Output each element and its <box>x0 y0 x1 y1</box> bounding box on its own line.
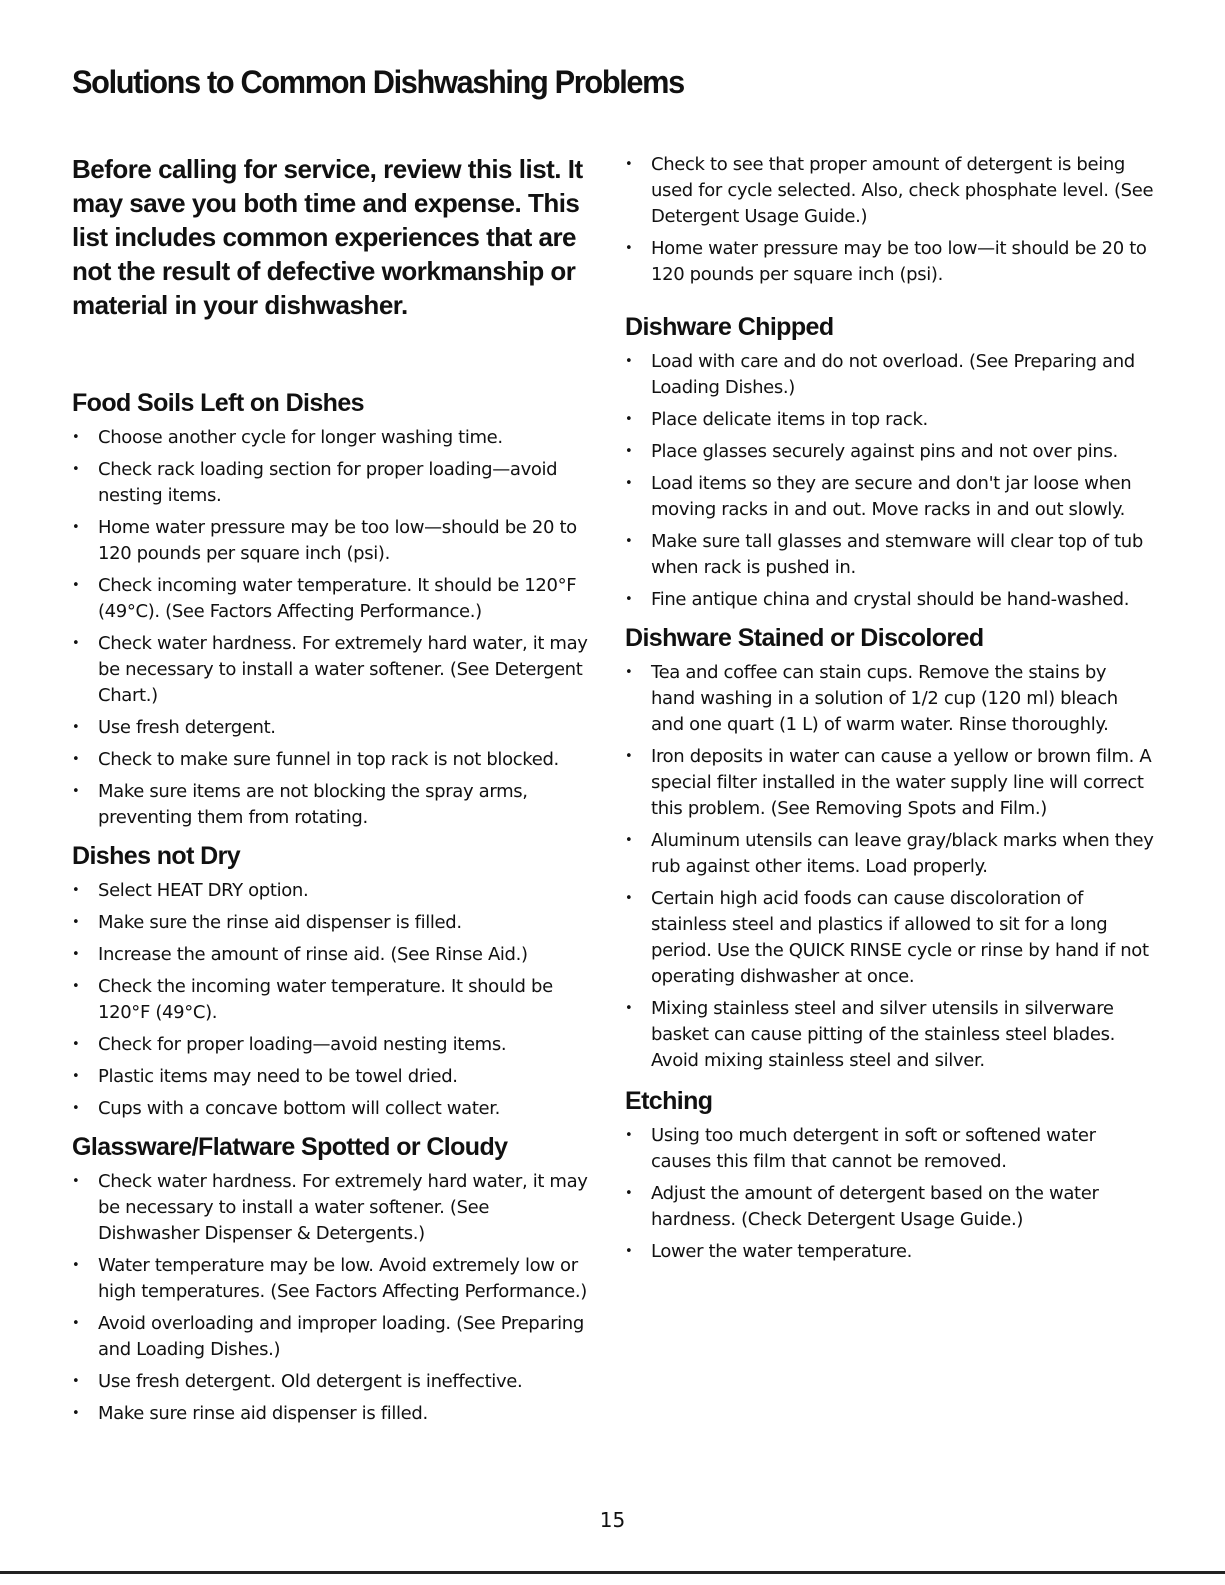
section-food-soils <box>72 386 592 831</box>
section-etching <box>625 1084 1155 1265</box>
list-item: • Home water pressure may be too low—it should be 20 to 120 pounds per square inch (psi). <box>625 236 1155 288</box>
page-number: 15 <box>599 1508 626 1532</box>
list-item: • Make sure items are not blocking the spray arms, preventing them from rotating. <box>72 779 592 831</box>
bottom-rule <box>0 1571 1225 1574</box>
list-item: • Select HEAT DRY option. <box>72 878 592 904</box>
list-item: • Tea and coffee can stain cups. Remove the stains by hand washing in a solution of 1/2 cup (120 ml) bleach and one quart (1 L) of warm water. Rinse thoroughly. <box>625 660 1155 738</box>
list-item: • Using too much detergent in soft or softened water causes this film that cannot be removed. <box>625 1123 1155 1175</box>
section-glassware-continued <box>625 152 1155 288</box>
list-item: • Fine antique china and crystal should be hand-washed. <box>625 587 1155 613</box>
list-item: • Place glasses securely against pins and not over pins. <box>625 439 1155 465</box>
section-heading: Dishware Stained or Discolored <box>625 624 984 652</box>
section-dishware-chipped <box>625 310 1155 613</box>
page-title: Solutions to Common Dishwashing Problems <box>72 64 684 100</box>
intro-text: Before calling for service, review this list. It may save you both time and expense. This list includes common experiences that are not the result of defective workmanship or material in your dishwasher. <box>72 154 583 320</box>
list-item: • Check to make sure funnel in top rack is not blocked. <box>72 747 592 773</box>
list-item: • Make sure rinse aid dispenser is filled. <box>72 1401 592 1427</box>
list-item: • Check for proper loading—avoid nesting items. <box>72 1032 592 1058</box>
list-item: • Increase the amount of rinse aid. (See Rinse Aid.) <box>72 942 592 968</box>
list-item: • Adjust the amount of detergent based on the water hardness. (Check Detergent Usage Guide.) <box>625 1181 1155 1233</box>
list-item: • Certain high acid foods can cause discoloration of stainless steel and plastics if allowed to sit for a long period. Use the QUICK RINSE cycle or rinse by hand if not operating dishwasher at once. <box>625 886 1155 990</box>
list-item: • Make sure tall glasses and stemware will clear top of tub when rack is pushed in. <box>625 529 1155 581</box>
list-item: • Avoid overloading and improper loading. (See Preparing and Loading Dishes.) <box>72 1311 592 1363</box>
list-item: • Check water hardness. For extremely hard water, it may be necessary to install a water softener. (See Detergent Chart.) <box>72 631 592 709</box>
list-item: • Load with care and do not overload. (See Preparing and Loading Dishes.) <box>625 349 1155 401</box>
list-item: • Use fresh detergent. Old detergent is ineffective. <box>72 1369 592 1395</box>
section-heading: Dishware Chipped <box>625 313 834 341</box>
bullet-list <box>72 1169 592 1427</box>
section-dishware-stained <box>625 621 1155 1074</box>
list-item: • Check incoming water temperature. It should be 120°F (49°C). (See Factors Affecting Performance.) <box>72 573 592 625</box>
list-item: • Make sure the rinse aid dispenser is filled. <box>72 910 592 936</box>
section-dishes-not-dry <box>72 839 592 1122</box>
bullet-list <box>625 349 1155 613</box>
list-item: • Lower the water temperature. <box>625 1239 1155 1265</box>
left-column <box>72 152 592 1435</box>
list-item: • Check rack loading section for proper loading—avoid nesting items. <box>72 457 592 509</box>
list-item: • Use fresh detergent. <box>72 715 592 741</box>
list-item: • Cups with a concave bottom will collect water. <box>72 1096 592 1122</box>
right-column <box>625 152 1155 1273</box>
list-item: • Place delicate items in top rack. <box>625 407 1155 433</box>
list-item: • Check water hardness. For extremely hard water, it may be necessary to install a water softener. (See Dishwasher Dispenser & Detergents.) <box>72 1169 592 1247</box>
bullet-list <box>72 425 592 831</box>
list-item: • Home water pressure may be too low—should be 20 to 120 pounds per square inch (psi). <box>72 515 592 567</box>
section-heading: Glassware/Flatware Spotted or Cloudy <box>72 1133 508 1161</box>
list-item: • Load items so they are secure and don't jar loose when moving racks in and out. Move racks in and out slowly. <box>625 471 1155 523</box>
bullet-list <box>625 152 1155 288</box>
bullet-list <box>625 660 1155 1074</box>
section-heading: Food Soils Left on Dishes <box>72 389 364 417</box>
list-item: • Choose another cycle for longer washing time. <box>72 425 592 451</box>
list-item: • Aluminum utensils can leave gray/black marks when they rub against other items. Load properly. <box>625 828 1155 880</box>
list-item: • Plastic items may need to be towel dried. <box>72 1064 592 1090</box>
bullet-list <box>72 878 592 1122</box>
list-item: • Check to see that proper amount of detergent is being used for cycle selected. Also, check phosphate level. (See Detergent Usage Guide.) <box>625 152 1155 230</box>
section-glassware-spotted <box>72 1130 592 1427</box>
list-item: • Water temperature may be low. Avoid extremely low or high temperatures. (See Factors Affecting Performance.) <box>72 1253 592 1305</box>
bullet-list <box>625 1123 1155 1265</box>
list-item: • Mixing stainless steel and silver utensils in silverware basket can cause pitting of the stainless steel blades. Avoid mixing stainless steel and silver. <box>625 996 1155 1074</box>
list-item: • Iron deposits in water can cause a yellow or brown film. A special filter installed in the water supply line will correct this problem. (See Removing Spots and Film.) <box>625 744 1155 822</box>
list-item: • Check the incoming water temperature. It should be 120°F (49°C). <box>72 974 592 1026</box>
section-heading: Etching <box>625 1087 713 1115</box>
section-heading: Dishes not Dry <box>72 842 241 870</box>
